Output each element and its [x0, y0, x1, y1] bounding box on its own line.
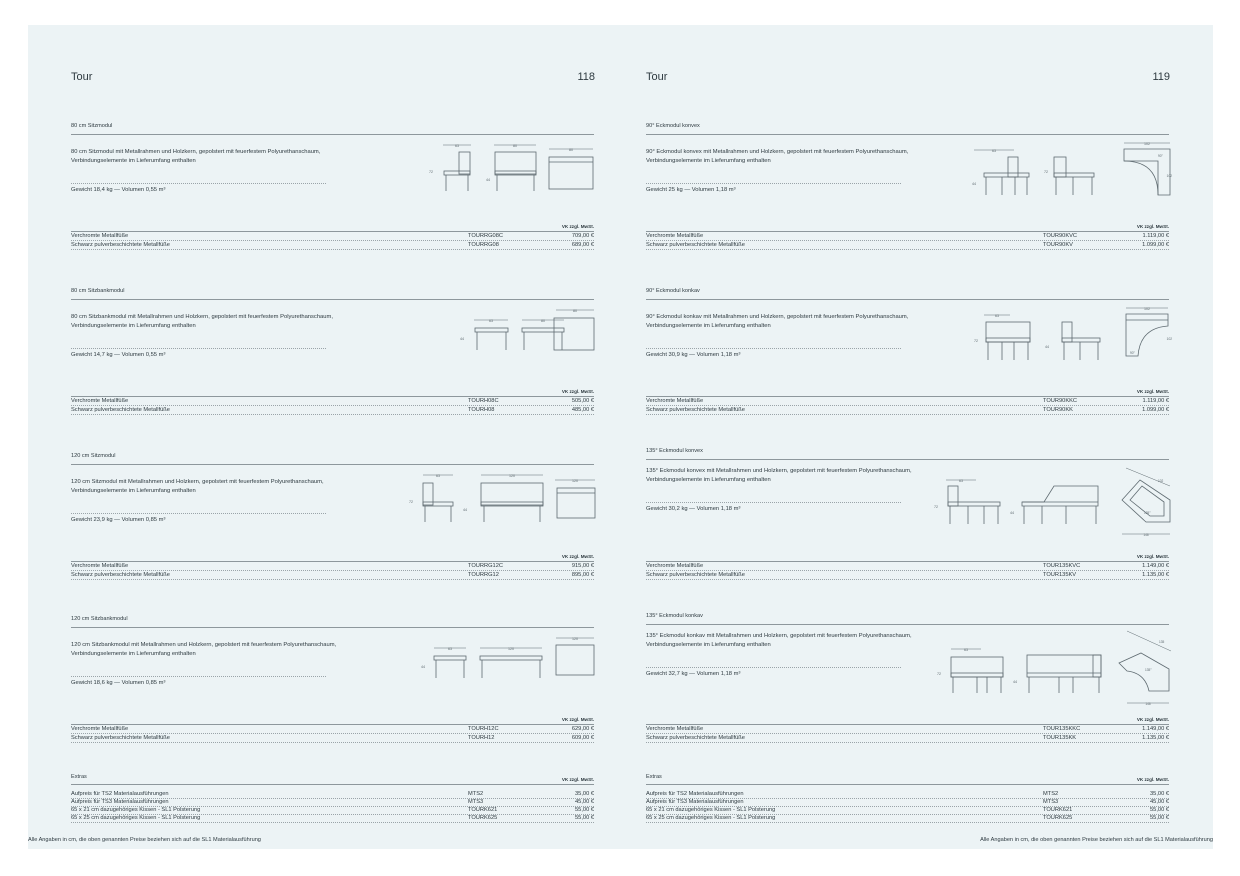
price: 1.099,00 € — [1142, 407, 1169, 413]
technical-drawing — [946, 300, 1171, 372]
page-left — [71, 25, 599, 849]
dimension-height: 72 — [409, 500, 413, 504]
front-view — [463, 474, 543, 522]
row-label: Aufpreis für TS2 Materialausführungen — [646, 791, 744, 797]
page-header — [71, 71, 599, 91]
row-label: Verchromte Metallfüße — [71, 398, 129, 404]
product-description: 80 cm Sitzmodul mit Metallrahmen und Holzkern, gepolstert mit feuerfestem Polyurethanschaum, Verbindungselemente im Lieferumfang enthalten — [71, 149, 321, 164]
front-view — [1013, 655, 1101, 693]
article-code: TOUR90KV — [1043, 242, 1073, 248]
section-title: 120 cm Sitzmodul — [71, 453, 116, 459]
row-label: 65 x 21 cm dazugehöriges Kissen - SL1 Polsterung — [71, 807, 201, 813]
price-column-header: VK zzgl. MwSt. — [561, 224, 594, 229]
price-column-header: VK zzgl. MwSt. — [561, 717, 594, 722]
row-label: Aufpreis für TS3 Materialausführungen — [71, 799, 169, 805]
price: 709,00 € — [571, 233, 594, 239]
section-title: 135° Eckmodul konvex — [646, 448, 703, 454]
top-view — [1124, 142, 1172, 195]
article-code: TOURRG08 — [468, 242, 499, 248]
table-row — [71, 397, 594, 406]
top-view — [1122, 468, 1170, 537]
side-view — [934, 479, 1000, 524]
table-row — [71, 562, 594, 571]
section-title: 80 cm Sitzbankmodul — [71, 288, 125, 294]
front-view — [486, 144, 536, 191]
dimension-seat-height: 44 — [1010, 511, 1014, 515]
side-view — [421, 647, 466, 678]
row-label: Aufpreis für TS3 Materialausführungen — [646, 799, 744, 805]
row-label: Schwarz pulverbeschichtete Metallfüße — [71, 407, 170, 413]
dimension-side: 102 — [1158, 479, 1164, 483]
dimension-depth: 63 — [448, 647, 452, 651]
table-rule — [646, 784, 1169, 785]
row-label: Verchromte Metallfüße — [71, 726, 129, 732]
front-view — [480, 647, 542, 678]
technical-drawing — [931, 625, 1171, 710]
article-code: MTS2 — [468, 791, 484, 797]
article-code: TOURK621 — [468, 807, 498, 813]
page-header — [646, 71, 1174, 91]
dimension-seat-height: 44 — [1045, 345, 1049, 349]
product-description: 120 cm Sitzbankmodul mit Metallrahmen und Holzkern, gepolstert mit feuerfestem Polyurethanschaum, Verbindungselemente im Lieferumfang enthalten — [71, 642, 337, 657]
dimension-width: 146 — [1143, 533, 1149, 537]
table-rule — [71, 784, 594, 785]
row-label: Verchromte Metallfüße — [646, 726, 704, 732]
product-description: 80 cm Sitzbankmodul mit Metallrahmen und Holzkern, gepolstert mit feuerfestem Polyurethanschaum, Verbindungselemente im Lieferumfang enthalten — [71, 314, 333, 329]
price: 689,00 € — [571, 242, 594, 248]
section-title: Extras — [71, 774, 87, 780]
price: 895,00 € — [571, 572, 594, 578]
price: 45,00 € — [1150, 799, 1169, 805]
dimension-height: 72 — [1044, 170, 1048, 174]
price-column-header: VK zzgl. MwSt. — [1136, 777, 1169, 782]
article-code: TOURH12C — [468, 726, 499, 732]
footer-note-left: Alle Angaben in cm, die oben genannten Preise beziehen sich auf die SL1 Materialausführung — [28, 837, 261, 843]
dimension-top-width: 120 — [572, 637, 578, 641]
dimension-angle: 135° — [1145, 668, 1152, 672]
section-title: 80 cm Sitzmodul — [71, 123, 113, 129]
dimension-height: 72 — [937, 672, 941, 676]
technical-drawing — [446, 300, 596, 355]
top-view — [1126, 307, 1172, 356]
row-label: Verchromte Metallfüße — [71, 563, 129, 569]
section-title: Extras — [646, 774, 662, 780]
dimension-side: 135 — [1159, 640, 1165, 644]
side-view — [409, 474, 453, 522]
price-column-header: VK zzgl. MwSt. — [1136, 717, 1169, 722]
product-weight: Gewicht 14,7 kg — Volumen 0,55 m³ — [71, 348, 326, 358]
top-view — [556, 637, 594, 675]
product-description: 90° Eckmodul konkav mit Metallrahmen und Holzkern, gepolstert mit feuerfestem Polyurethanschaum, Verbindungselemente im Lieferumfang enthalten — [646, 314, 909, 329]
row-label: Aufpreis für TS2 Materialausführungen — [71, 791, 169, 797]
dimension-depth: 63 — [995, 314, 999, 318]
price: 915,00 € — [571, 563, 594, 569]
product-weight: Gewicht 30,9 kg — Volumen 1,18 m³ — [646, 348, 901, 358]
dimension-depth: 63 — [455, 144, 459, 148]
technical-drawing — [421, 135, 596, 197]
price: 505,00 € — [571, 398, 594, 404]
article-code: TOUR135KV — [1043, 572, 1077, 578]
row-label: Schwarz pulverbeschichtete Metallfüße — [71, 572, 170, 578]
table-row — [71, 725, 594, 734]
dimension-height: 72 — [429, 170, 433, 174]
row-label: Schwarz pulverbeschichtete Metallfüße — [646, 572, 745, 578]
footer-note-right: Alle Angaben in cm, die oben genannten Preise beziehen sich auf die SL1 Materialausführung — [980, 837, 1213, 843]
article-code: TOUR135KK — [1043, 735, 1077, 741]
article-code: MTS2 — [1043, 791, 1059, 797]
page-title: Tour — [646, 71, 668, 83]
row-label: 65 x 25 cm dazugehöriges Kissen - SL1 Polsterung — [646, 815, 776, 821]
article-code: TOURH12 — [468, 735, 495, 741]
dimension-top-width: 80 — [573, 309, 577, 313]
dimension-top-width: 102 — [1144, 307, 1150, 311]
side-view — [972, 149, 1029, 195]
product-weight: Gewicht 30,2 kg — Volumen 1,18 m³ — [646, 502, 901, 512]
article-code: TOURH08C — [468, 398, 499, 404]
top-view — [555, 479, 595, 518]
article-code: TOUR90KVC — [1043, 233, 1078, 239]
side-view — [937, 648, 1003, 693]
product-weight: Gewicht 18,4 kg — Volumen 0,55 m³ — [71, 183, 326, 193]
row-label: 65 x 21 cm dazugehöriges Kissen - SL1 Polsterung — [646, 807, 776, 813]
dimension-angle: 135° — [1144, 511, 1151, 515]
technical-drawing — [926, 460, 1171, 540]
article-code: TOUR135KKC — [1043, 726, 1081, 732]
dimension-seat-height: 44 — [460, 337, 464, 341]
dimension-depth: 63 — [436, 474, 440, 478]
table-row — [646, 571, 1169, 580]
table-row — [646, 814, 1169, 823]
product-description: 90° Eckmodul konvex mit Metallrahmen und Holzkern, gepolstert mit feuerfestem Polyurethanschaum, Verbindungselemente im Lieferumfang enthalten — [646, 149, 909, 164]
product-weight: Gewicht 32,7 kg — Volumen 1,18 m³ — [646, 667, 901, 677]
dimension-width: 120 — [508, 647, 514, 651]
row-label: 65 x 25 cm dazugehöriges Kissen - SL1 Polsterung — [71, 815, 201, 821]
top-view — [1119, 631, 1171, 706]
article-code: TOURRG12 — [468, 572, 499, 578]
dimension-width: 120 — [509, 474, 515, 478]
table-row — [71, 571, 594, 580]
article-code: TOURK621 — [1043, 807, 1073, 813]
table-row — [71, 232, 594, 241]
article-code: TOURK625 — [468, 815, 498, 821]
dimension-width: 80 — [541, 319, 545, 323]
page-right — [646, 25, 1174, 849]
dimension-height: 72 — [974, 339, 978, 343]
dimension-height: 72 — [934, 505, 938, 509]
article-code: TOURRG08C — [468, 233, 503, 239]
side-view — [974, 314, 1030, 360]
price: 35,00 € — [575, 791, 594, 797]
article-code: TOUR90KKC — [1043, 398, 1078, 404]
price: 1.149,00 € — [1142, 563, 1169, 569]
table-row — [646, 241, 1169, 250]
price: 55,00 € — [1150, 815, 1169, 821]
product-description: 120 cm Sitzmodul mit Metallrahmen und Holzkern, gepolstert mit feuerfestem Polyurethanschaum, Verbindungselemente im Lieferumfang enthalten — [71, 479, 324, 494]
side-view — [460, 319, 508, 350]
product-weight: Gewicht 23,9 kg — Volumen 0,85 m³ — [71, 513, 326, 523]
table-row — [646, 397, 1169, 406]
dimension-seat-height: 44 — [1013, 680, 1017, 684]
table-row — [646, 734, 1169, 743]
front-view — [522, 319, 564, 350]
table-row — [71, 241, 594, 250]
dimension-side: 102 — [1166, 174, 1172, 178]
article-code: TOUR90KK — [1043, 407, 1073, 413]
price: 45,00 € — [575, 799, 594, 805]
price: 629,00 € — [571, 726, 594, 732]
dimension-depth: 63 — [489, 319, 493, 323]
dimension-width: 80 — [513, 144, 517, 148]
top-view — [549, 148, 593, 189]
dimension-side: 102 — [1166, 337, 1172, 341]
table-row — [71, 406, 594, 415]
dimension-seat-height: 44 — [463, 508, 467, 512]
price-column-header: VK zzgl. MwSt. — [1136, 224, 1169, 229]
product-weight: Gewicht 25 kg — Volumen 1,18 m³ — [646, 183, 901, 193]
dimension-depth: 63 — [992, 149, 996, 153]
catalog-spread — [28, 25, 1213, 849]
dimension-angle: 90° — [1130, 351, 1135, 355]
section-title: 135° Eckmodul konkav — [646, 613, 703, 619]
table-row — [71, 814, 594, 823]
page-number: 119 — [1152, 71, 1170, 83]
top-view — [554, 309, 594, 350]
dimension-depth: 63 — [959, 479, 963, 483]
dimension-angle: 90° — [1158, 154, 1163, 158]
price-column-header: VK zzgl. MwSt. — [561, 777, 594, 782]
price: 485,00 € — [571, 407, 594, 413]
article-code: TOUR135KVC — [1043, 563, 1081, 569]
row-label: Schwarz pulverbeschichtete Metallfüße — [646, 735, 745, 741]
product-description: 135° Eckmodul konvex mit Metallrahmen und Holzkern, gepolstert mit feuerfestem Polyurethanschaum, Verbindungselemente im Lieferumfang enthalten — [646, 468, 912, 483]
dimension-seat-height: 44 — [972, 182, 976, 186]
price-column-header: VK zzgl. MwSt. — [1136, 554, 1169, 559]
row-label: Verchromte Metallfüße — [646, 233, 704, 239]
price: 609,00 € — [571, 735, 594, 741]
row-label: Verchromte Metallfüße — [646, 563, 704, 569]
price: 1.135,00 € — [1142, 735, 1169, 741]
price: 35,00 € — [1150, 791, 1169, 797]
row-label: Schwarz pulverbeschichtete Metallfüße — [71, 735, 170, 741]
front-view — [1045, 322, 1100, 360]
technical-drawing — [936, 135, 1171, 207]
front-view — [1010, 486, 1098, 524]
dimension-depth: 63 — [964, 648, 968, 652]
dimension-top-width: 80 — [569, 148, 573, 152]
table-row — [646, 562, 1169, 571]
dimension-seat-height: 44 — [421, 665, 425, 669]
article-code: MTS3 — [1043, 799, 1059, 805]
dimension-width: 146 — [1145, 702, 1151, 706]
page-number: 118 — [577, 71, 595, 83]
dimension-top-width: 120 — [572, 479, 578, 483]
price: 1.149,00 € — [1142, 726, 1169, 732]
technical-drawing — [416, 628, 596, 686]
table-row — [71, 734, 594, 743]
dimension-top-width: 102 — [1144, 142, 1150, 146]
front-view — [1044, 157, 1094, 195]
article-code: MTS3 — [468, 799, 484, 805]
article-code: TOURRG12C — [468, 563, 503, 569]
section-title: 90° Eckmodul konvex — [646, 123, 700, 129]
row-label: Schwarz pulverbeschichtete Metallfüße — [646, 242, 745, 248]
row-label: Schwarz pulverbeschichtete Metallfüße — [646, 407, 745, 413]
product-description: 135° Eckmodul konkav mit Metallrahmen und Holzkern, gepolstert mit feuerfestem Polyurethanschaum, Verbindungselemente im Lieferumfang enthalten — [646, 633, 912, 648]
row-label: Verchromte Metallfüße — [71, 233, 129, 239]
section-title: 120 cm Sitzbankmodul — [71, 616, 128, 622]
page-title: Tour — [71, 71, 93, 83]
price: 1.099,00 € — [1142, 242, 1169, 248]
product-weight: Gewicht 18,6 kg — Volumen 0,85 m³ — [71, 676, 326, 686]
price-column-header: VK zzgl. MwSt. — [1136, 389, 1169, 394]
price: 1.135,00 € — [1142, 572, 1169, 578]
section-title: 90° Eckmodul konkav — [646, 288, 700, 294]
row-label: Schwarz pulverbeschichtete Metallfüße — [71, 242, 170, 248]
table-row — [646, 406, 1169, 415]
price: 55,00 € — [575, 815, 594, 821]
row-label: Verchromte Metallfüße — [646, 398, 704, 404]
table-row — [646, 232, 1169, 241]
price: 1.119,00 € — [1142, 398, 1169, 404]
technical-drawing — [397, 465, 596, 527]
article-code: TOURK625 — [1043, 815, 1073, 821]
price: 55,00 € — [1150, 807, 1169, 813]
price-column-header: VK zzgl. MwSt. — [561, 389, 594, 394]
article-code: TOURH08 — [468, 407, 495, 413]
price: 55,00 € — [575, 807, 594, 813]
price: 1.119,00 € — [1142, 233, 1169, 239]
dimension-seat-height: 44 — [486, 178, 490, 182]
price-column-header: VK zzgl. MwSt. — [561, 554, 594, 559]
table-row — [646, 725, 1169, 734]
side-view — [429, 144, 471, 191]
